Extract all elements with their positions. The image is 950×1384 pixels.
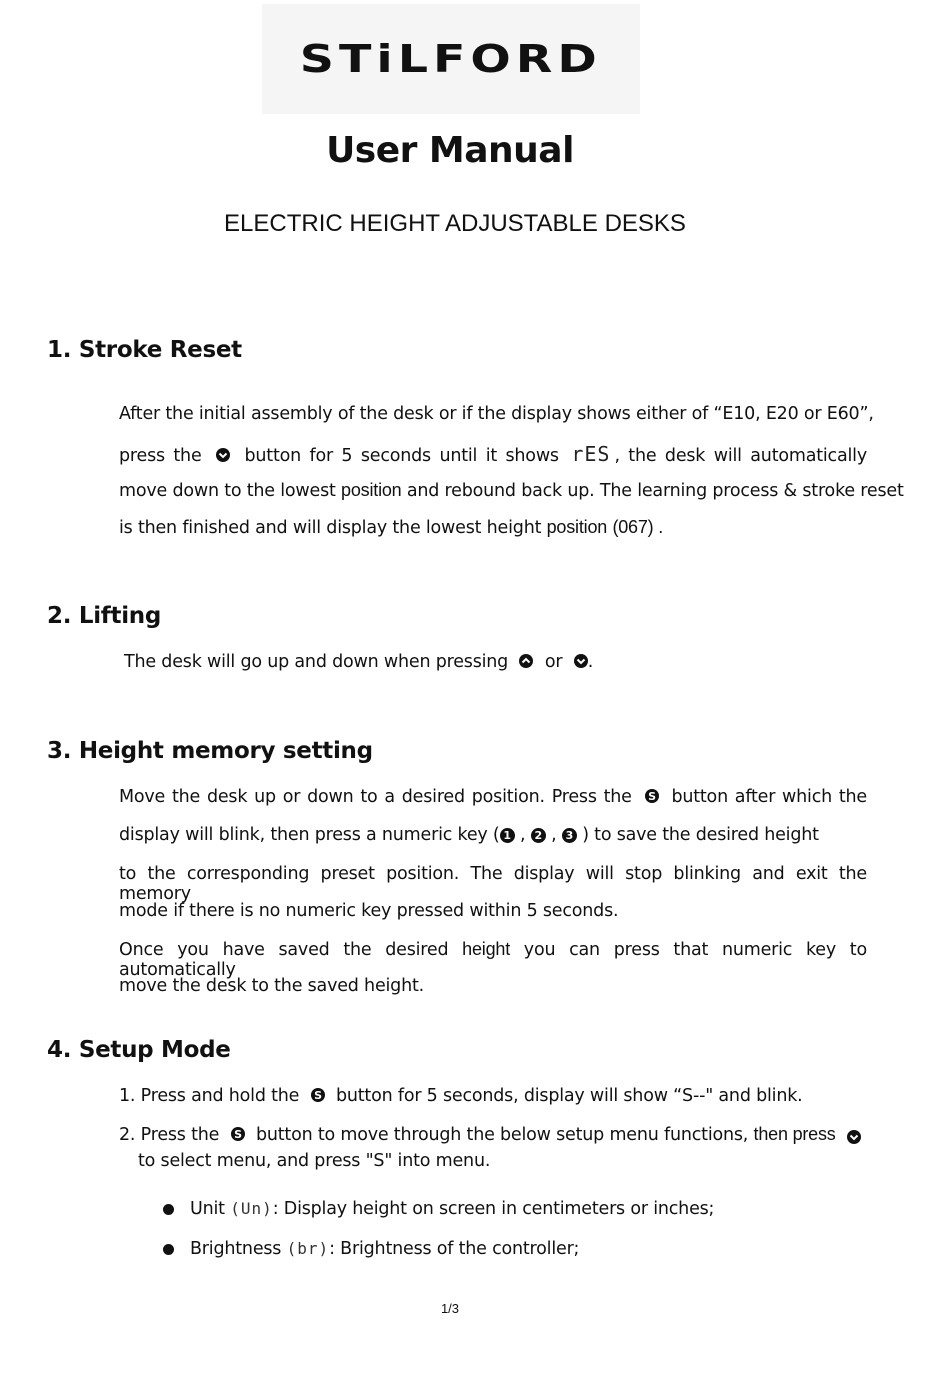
- down-arrow-button-icon: [574, 654, 588, 668]
- s3-line-4: mode if there is no numeric key pressed within 5 seconds.: [119, 901, 619, 921]
- s1-text: , the desk will automatically: [614, 446, 867, 466]
- s4-text: button for 5 seconds, display will show “S--" and blink.: [335, 1086, 803, 1106]
- s4-text: : Brightness of the controller;: [329, 1239, 580, 1259]
- s4-bullet-unit: [190, 1199, 714, 1219]
- down-arrow-button-icon: [847, 1130, 861, 1144]
- s3-text: ,: [551, 825, 557, 845]
- page-number: 1/3: [440, 1301, 460, 1316]
- down-arrow-button-icon: [216, 448, 230, 462]
- s3-text: button after which the: [671, 787, 868, 807]
- s-button-icon: [311, 1088, 325, 1102]
- brand-logo-text: STiLFORD: [300, 37, 602, 81]
- brand-logo: [262, 4, 640, 114]
- s4-bullet-brightness: [190, 1239, 579, 1259]
- s3-text: Move the desk up or down to a desired position. Press the: [119, 787, 632, 807]
- s4-text: 2. Press the: [119, 1125, 220, 1145]
- numeric-key-2-icon: 2: [531, 828, 546, 843]
- up-arrow-button-icon: [519, 654, 533, 668]
- brightness-display-readout: (br): [286, 1239, 330, 1258]
- s1-text: is then finished and will display the lowest height: [119, 518, 542, 538]
- s3-line-6: move the desk to the saved height.: [119, 976, 425, 996]
- s1-line-3: [119, 480, 904, 501]
- section-2-heading: 2. Lifting: [47, 603, 162, 629]
- section-1-heading: 1. Stroke Reset: [47, 337, 242, 363]
- bullet-dot: [163, 1204, 174, 1215]
- numeric-key-3-icon: 3: [562, 828, 577, 843]
- s3-text: display will blink, then press a numeric key (: [119, 825, 500, 845]
- s2-line-1: [124, 652, 593, 672]
- document-subtitle: ELECTRIC HEIGHT ADJUSTABLE DESKS: [224, 210, 686, 237]
- svg-text:S: S: [313, 1089, 322, 1102]
- s1-line-1: After the initial assembly of the desk or if the display shows either of “E10, E20 or E60”,: [119, 404, 874, 424]
- s1-text: (067) .: [612, 517, 664, 537]
- s2-text: The desk will go up and down when pressing: [124, 652, 509, 672]
- s1-text: position: [546, 517, 608, 537]
- svg-text:S: S: [233, 1128, 242, 1141]
- s4-text: : Display height on screen in centimeters or inches;: [272, 1199, 715, 1219]
- s4-text: then press: [753, 1124, 836, 1144]
- s3-text: ) to save the desired height: [582, 825, 819, 845]
- s1-text: position: [341, 480, 402, 500]
- s4-step-1: [119, 1086, 803, 1106]
- s1-text: and rebound back up. The learning process & stroke reset: [406, 481, 904, 501]
- unit-display-readout: (Un): [230, 1199, 273, 1218]
- s1-text: move down to the lowest: [119, 481, 336, 501]
- s3-line-1: [119, 787, 867, 807]
- numeric-key-1-icon: 1: [500, 828, 515, 843]
- s1-line-2: [119, 442, 867, 466]
- s-button-icon: [231, 1127, 245, 1141]
- s3-text: height: [462, 939, 510, 959]
- res-display-readout: rES: [571, 442, 611, 466]
- s1-text: button for 5 seconds until it shows: [244, 446, 559, 466]
- s3-text: you can press that numeric key to automatically: [119, 940, 867, 980]
- s4-step-2-cont: to select menu, and press "S" into menu.: [138, 1151, 491, 1171]
- s4-text: Brightness: [190, 1239, 282, 1259]
- s3-text: ,: [519, 825, 526, 845]
- s4-text: Unit: [190, 1199, 225, 1219]
- s4-text: button to move through the below setup menu functions,: [255, 1125, 749, 1145]
- s2-text: .: [587, 652, 594, 672]
- s4-text: 1. Press and hold the: [119, 1086, 300, 1106]
- s3-line-5: [119, 939, 867, 980]
- section-3-heading: 3. Height memory setting: [47, 738, 373, 764]
- svg-text:S: S: [647, 790, 656, 803]
- s-button-icon: [645, 789, 659, 803]
- document-title: User Manual: [326, 130, 574, 171]
- s4-step-2: [119, 1124, 867, 1145]
- s3-line-2: [119, 825, 819, 845]
- s1-text: press the: [119, 446, 202, 466]
- s3-line-3: to the corresponding preset position. The display will stop blinking and exit the memory: [119, 864, 867, 904]
- s1-line-4: [119, 517, 663, 538]
- s2-text: or: [544, 652, 563, 672]
- section-4-heading: 4. Setup Mode: [47, 1037, 231, 1063]
- bullet-dot: [163, 1244, 174, 1255]
- s3-text: Once you have saved the desired: [119, 940, 449, 960]
